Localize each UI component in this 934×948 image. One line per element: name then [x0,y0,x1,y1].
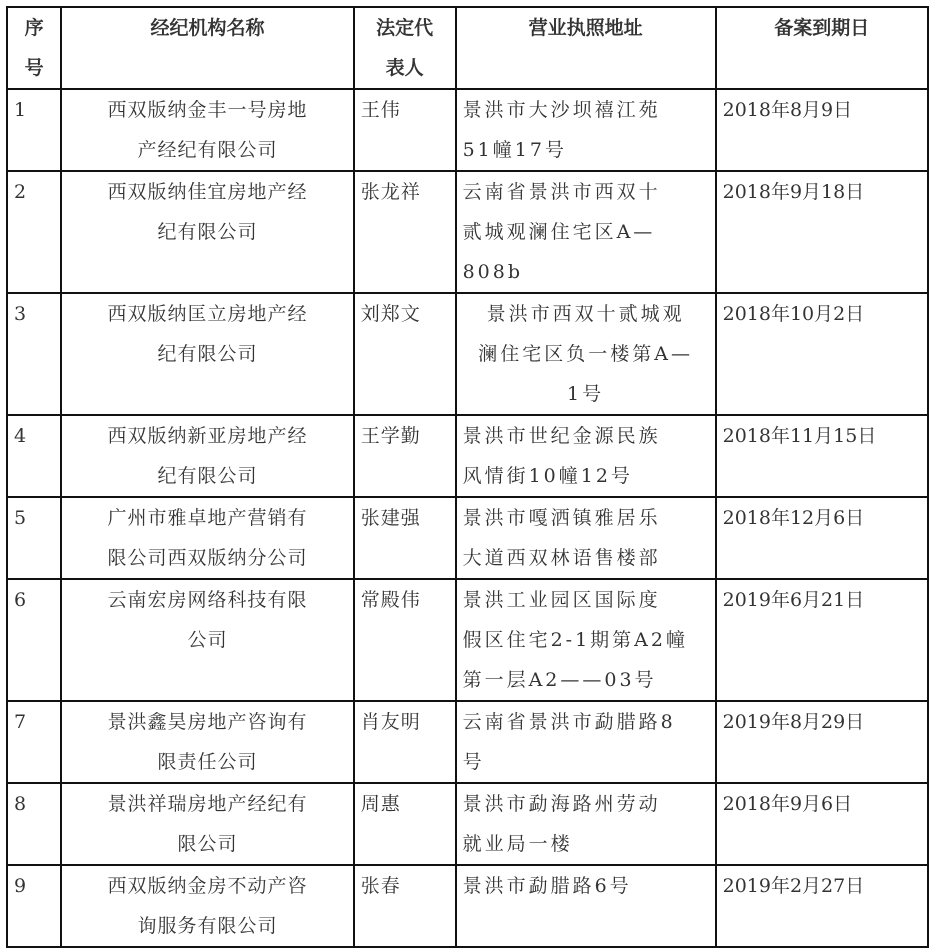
cell-seq: 7 [7,701,61,783]
cell-seq: 3 [7,293,61,415]
name-line: 限责任公司 [157,751,258,773]
cell-seq: 6 [7,579,61,701]
name-line: 限公司西双版纳分公司 [107,547,308,569]
name-line: 西双版纳佳宜房地产经 [107,181,308,203]
addr-line: 风情街10幢12号 [462,465,633,487]
addr-line: 大道西双林语售楼部 [462,547,661,569]
name-line: 西双版纳新亚房地产经 [107,425,308,447]
cell-legal-rep: 张龙祥 [354,171,456,293]
addr-line: 澜住宅区负一楼第A— [478,343,693,365]
name-line: 西双版纳匡立房地产经 [107,303,308,325]
table-row [7,293,928,415]
addr-line: 景洪市大沙坝禧江苑 [462,99,661,121]
cell-expiry-date: 2019年2月27日 [716,865,928,947]
name-line: 西双版纳金房不动产咨 [107,875,308,897]
addr-line: 贰城观澜住宅区A— [462,221,656,243]
cell-legal-rep: 王学勤 [354,415,456,497]
header-legal-rep [354,7,456,89]
header-rep-line1: 法定代 [376,17,434,39]
cell-expiry-date: 2018年10月2日 [716,293,928,415]
table-row [7,415,928,497]
addr-line: 51幢17号 [462,139,567,161]
addr-line: 景洪市勐海路州劳动 [462,793,661,815]
cell-address [456,865,716,947]
cell-agency-name [61,783,354,865]
cell-address [456,701,716,783]
addr-line: 景洪市世纪金源民族 [462,425,661,447]
table-header-row [7,7,928,89]
cell-seq: 1 [7,89,61,171]
cell-agency-name [61,579,354,701]
cell-expiry-date: 2018年9月18日 [716,171,928,293]
name-line: 西双版纳金丰一号房地 [107,99,308,121]
agency-table-container [6,6,929,948]
cell-agency-name [61,865,354,947]
table-row [7,579,928,701]
name-line: 景洪祥瑞房地产经纪有 [107,793,308,815]
name-line: 景洪鑫昊房地产咨询有 [107,711,308,733]
table-row [7,865,928,947]
cell-seq: 8 [7,783,61,865]
table-row [7,783,928,865]
cell-address [456,783,716,865]
cell-expiry-date: 2018年9月6日 [716,783,928,865]
cell-expiry-date: 2018年12月6日 [716,497,928,579]
header-seq [7,7,61,89]
cell-seq: 2 [7,171,61,293]
cell-seq: 4 [7,415,61,497]
cell-address [456,579,716,701]
name-line: 纪有限公司 [157,221,258,243]
addr-line: 1号 [567,383,605,405]
name-line: 询服务有限公司 [137,915,278,937]
name-line: 纪有限公司 [157,343,258,365]
cell-agency-name [61,293,354,415]
addr-line: 景洪市西双十贰城观 [486,303,685,325]
cell-expiry-date: 2018年8月9日 [716,89,928,171]
cell-agency-name [61,171,354,293]
header-agency-name: 经纪机构名称 [61,7,354,89]
name-line: 公司 [187,629,228,651]
addr-line: 就业局一楼 [462,833,573,855]
cell-seq: 5 [7,497,61,579]
header-license-address: 营业执照地址 [456,7,716,89]
cell-expiry-date: 2019年8月29日 [716,701,928,783]
header-seq-line2: 号 [24,57,44,79]
cell-address [456,293,716,415]
name-line: 纪有限公司 [157,465,258,487]
cell-legal-rep: 张建强 [354,497,456,579]
cell-legal-rep: 张春 [354,865,456,947]
addr-line: 景洪市勐腊路6号 [462,875,632,897]
addr-line: 云南省景洪市勐腊路8 [462,711,676,733]
cell-address [456,415,716,497]
table-row [7,89,928,171]
name-line: 云南宏房网络科技有限 [107,589,308,611]
name-line: 广州市雅卓地产营销有 [107,507,308,529]
addr-line: 第一层A2——03号 [462,669,657,691]
header-expiry-date: 备案到期日 [716,7,928,89]
cell-legal-rep: 周惠 [354,783,456,865]
cell-agency-name [61,415,354,497]
cell-agency-name [61,89,354,171]
cell-address [456,497,716,579]
cell-seq: 9 [7,865,61,947]
cell-legal-rep: 王伟 [354,89,456,171]
addr-line: 景洪工业园区国际度 [462,589,661,611]
table-row [7,701,928,783]
table-row [7,497,928,579]
addr-line: 景洪市嘎洒镇雅居乐 [462,507,661,529]
table-row [7,171,928,293]
cell-agency-name [61,497,354,579]
cell-legal-rep: 常殿伟 [354,579,456,701]
cell-legal-rep: 刘郑文 [354,293,456,415]
addr-line: 号 [462,751,485,773]
cell-expiry-date: 2018年11月15日 [716,415,928,497]
cell-address [456,89,716,171]
name-line: 限公司 [177,833,238,855]
real-estate-agency-table [6,6,929,948]
cell-legal-rep: 肖友明 [354,701,456,783]
cell-agency-name [61,701,354,783]
addr-line: 云南省景洪市西双十 [462,181,661,203]
cell-expiry-date: 2019年6月21日 [716,579,928,701]
header-rep-line2: 表人 [385,57,424,79]
addr-line: 808b [462,261,523,283]
name-line: 产经纪有限公司 [137,139,278,161]
header-seq-line1: 序 [24,17,44,39]
cell-address [456,171,716,293]
addr-line: 假区住宅2-1期第A2幢 [462,629,688,651]
